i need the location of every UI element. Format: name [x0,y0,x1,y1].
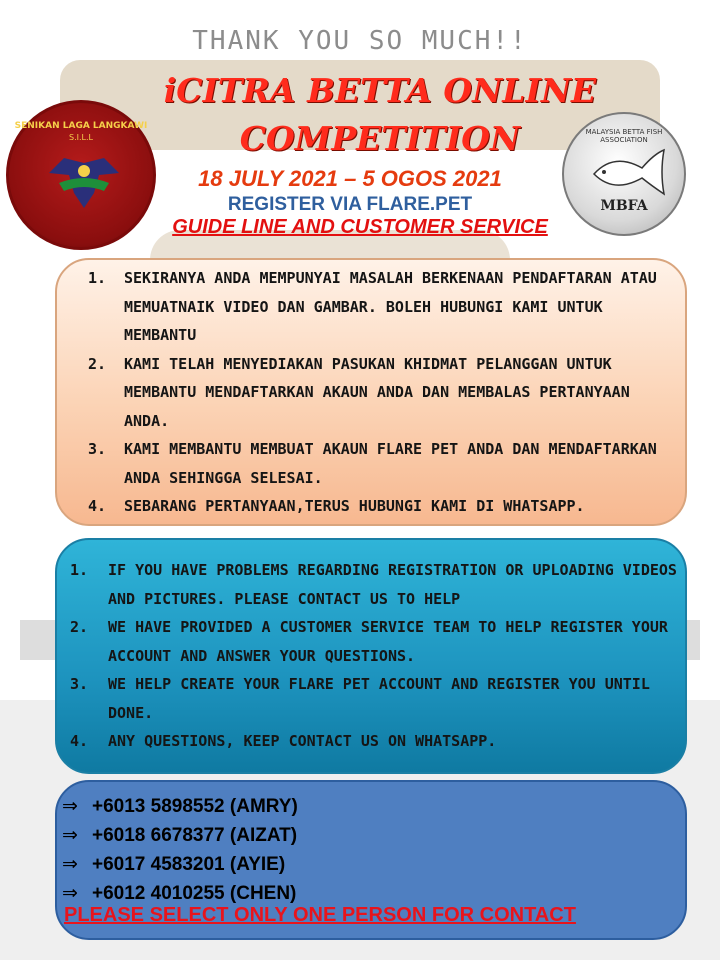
event-dates: 18 JULY 2021 – 5 OGOS 2021 [198,166,502,191]
english-guideline-list [70,556,680,756]
contact-row[interactable] [62,821,682,850]
guideline-heading: GUIDE LINE AND CUSTOMER SERVICE [172,216,548,238]
malay-guideline-list [88,264,658,521]
contact-phone: +6017 4583201 (AYIE) [92,854,286,875]
contact-phone: +6018 6678377 (AIZAT) [92,825,298,846]
mbfa-mark: MBFA [600,198,648,214]
list-item: 4. ANY QUESTIONS, KEEP CONTACT US ON WHATSAPP. [70,732,497,750]
list-item: 1. SEKIRANYA ANDA MEMPUNYAI MASALAH BERKENAAN PENDAFTARAN ATAU MEMUATNAIK VIDEO DAN GAMBAR. BOLEH HUBUNGI KAMI UNTUK MEMBANTU [88,269,657,344]
sill-logo-text: SENIKAN LAGA LANGKAWI [14,121,148,131]
contact-phone: +6013 5898552 (AMRY) [92,796,298,817]
arrow-right-icon: ⇒ [62,795,78,817]
contact-list [62,792,682,908]
thanks-heading: THANK YOU SO MUCH!! [192,26,528,56]
event-title-line1: iCITRA BETTA ONLINE [163,71,597,110]
mbfa-logo-text: MALAYSIA BETTA FISH ASSOCIATION [585,128,663,144]
register-note: REGISTER VIA FLARE.PET [227,194,473,215]
sill-logo-sub: S.I.L.L [69,133,93,142]
arrow-right-icon: ⇒ [62,882,78,904]
betta-fish-icon [584,146,668,198]
mbfa-logo [562,112,686,236]
contact-row[interactable] [62,850,682,879]
eagle-icon [44,153,124,213]
list-item: 2. KAMI TELAH MENYEDIAKAN PASUKAN KHIDMAT PELANGGAN UNTUK MEMBANTU MENDAFTARKAN AKAUN ANDA DAN MEMBALAS PERTANYAAN ANDA. [88,354,630,430]
arrow-right-icon: ⇒ [62,853,78,875]
list-item: 3. WE HELP CREATE YOUR FLARE PET ACCOUNT AND REGISTER YOU UNTIL DONE. [70,675,650,722]
contact-phone: +6012 4010255 (CHEN) [92,883,297,904]
event-title-line2: COMPETITION [239,119,521,158]
contact-note: PLEASE SELECT ONLY ONE PERSON FOR CONTACT [64,904,576,926]
list-item: 3. KAMI MEMBANTU MEMBUAT AKAUN FLARE PET ANDA DAN MENDAFTARKAN ANDA SEHINGGA SELESAI. [88,440,657,487]
list-item: 1. IF YOU HAVE PROBLEMS REGARDING REGISTRATION OR UPLOADING VIDEOS AND PICTURES. PLEASE CONTACT US TO HELP [70,561,677,608]
list-item: 2. WE HAVE PROVIDED A CUSTOMER SERVICE TEAM TO HELP REGISTER YOUR ACCOUNT AND ANSWER YOUR QUESTIONS. [70,618,668,665]
contact-row[interactable] [62,792,682,821]
arrow-right-icon: ⇒ [62,824,78,846]
list-item: 4. SEBARANG PERTANYAAN,TERUS HUBUNGI KAMI DI WHATSAPP. [88,497,585,515]
sill-logo [6,100,156,250]
